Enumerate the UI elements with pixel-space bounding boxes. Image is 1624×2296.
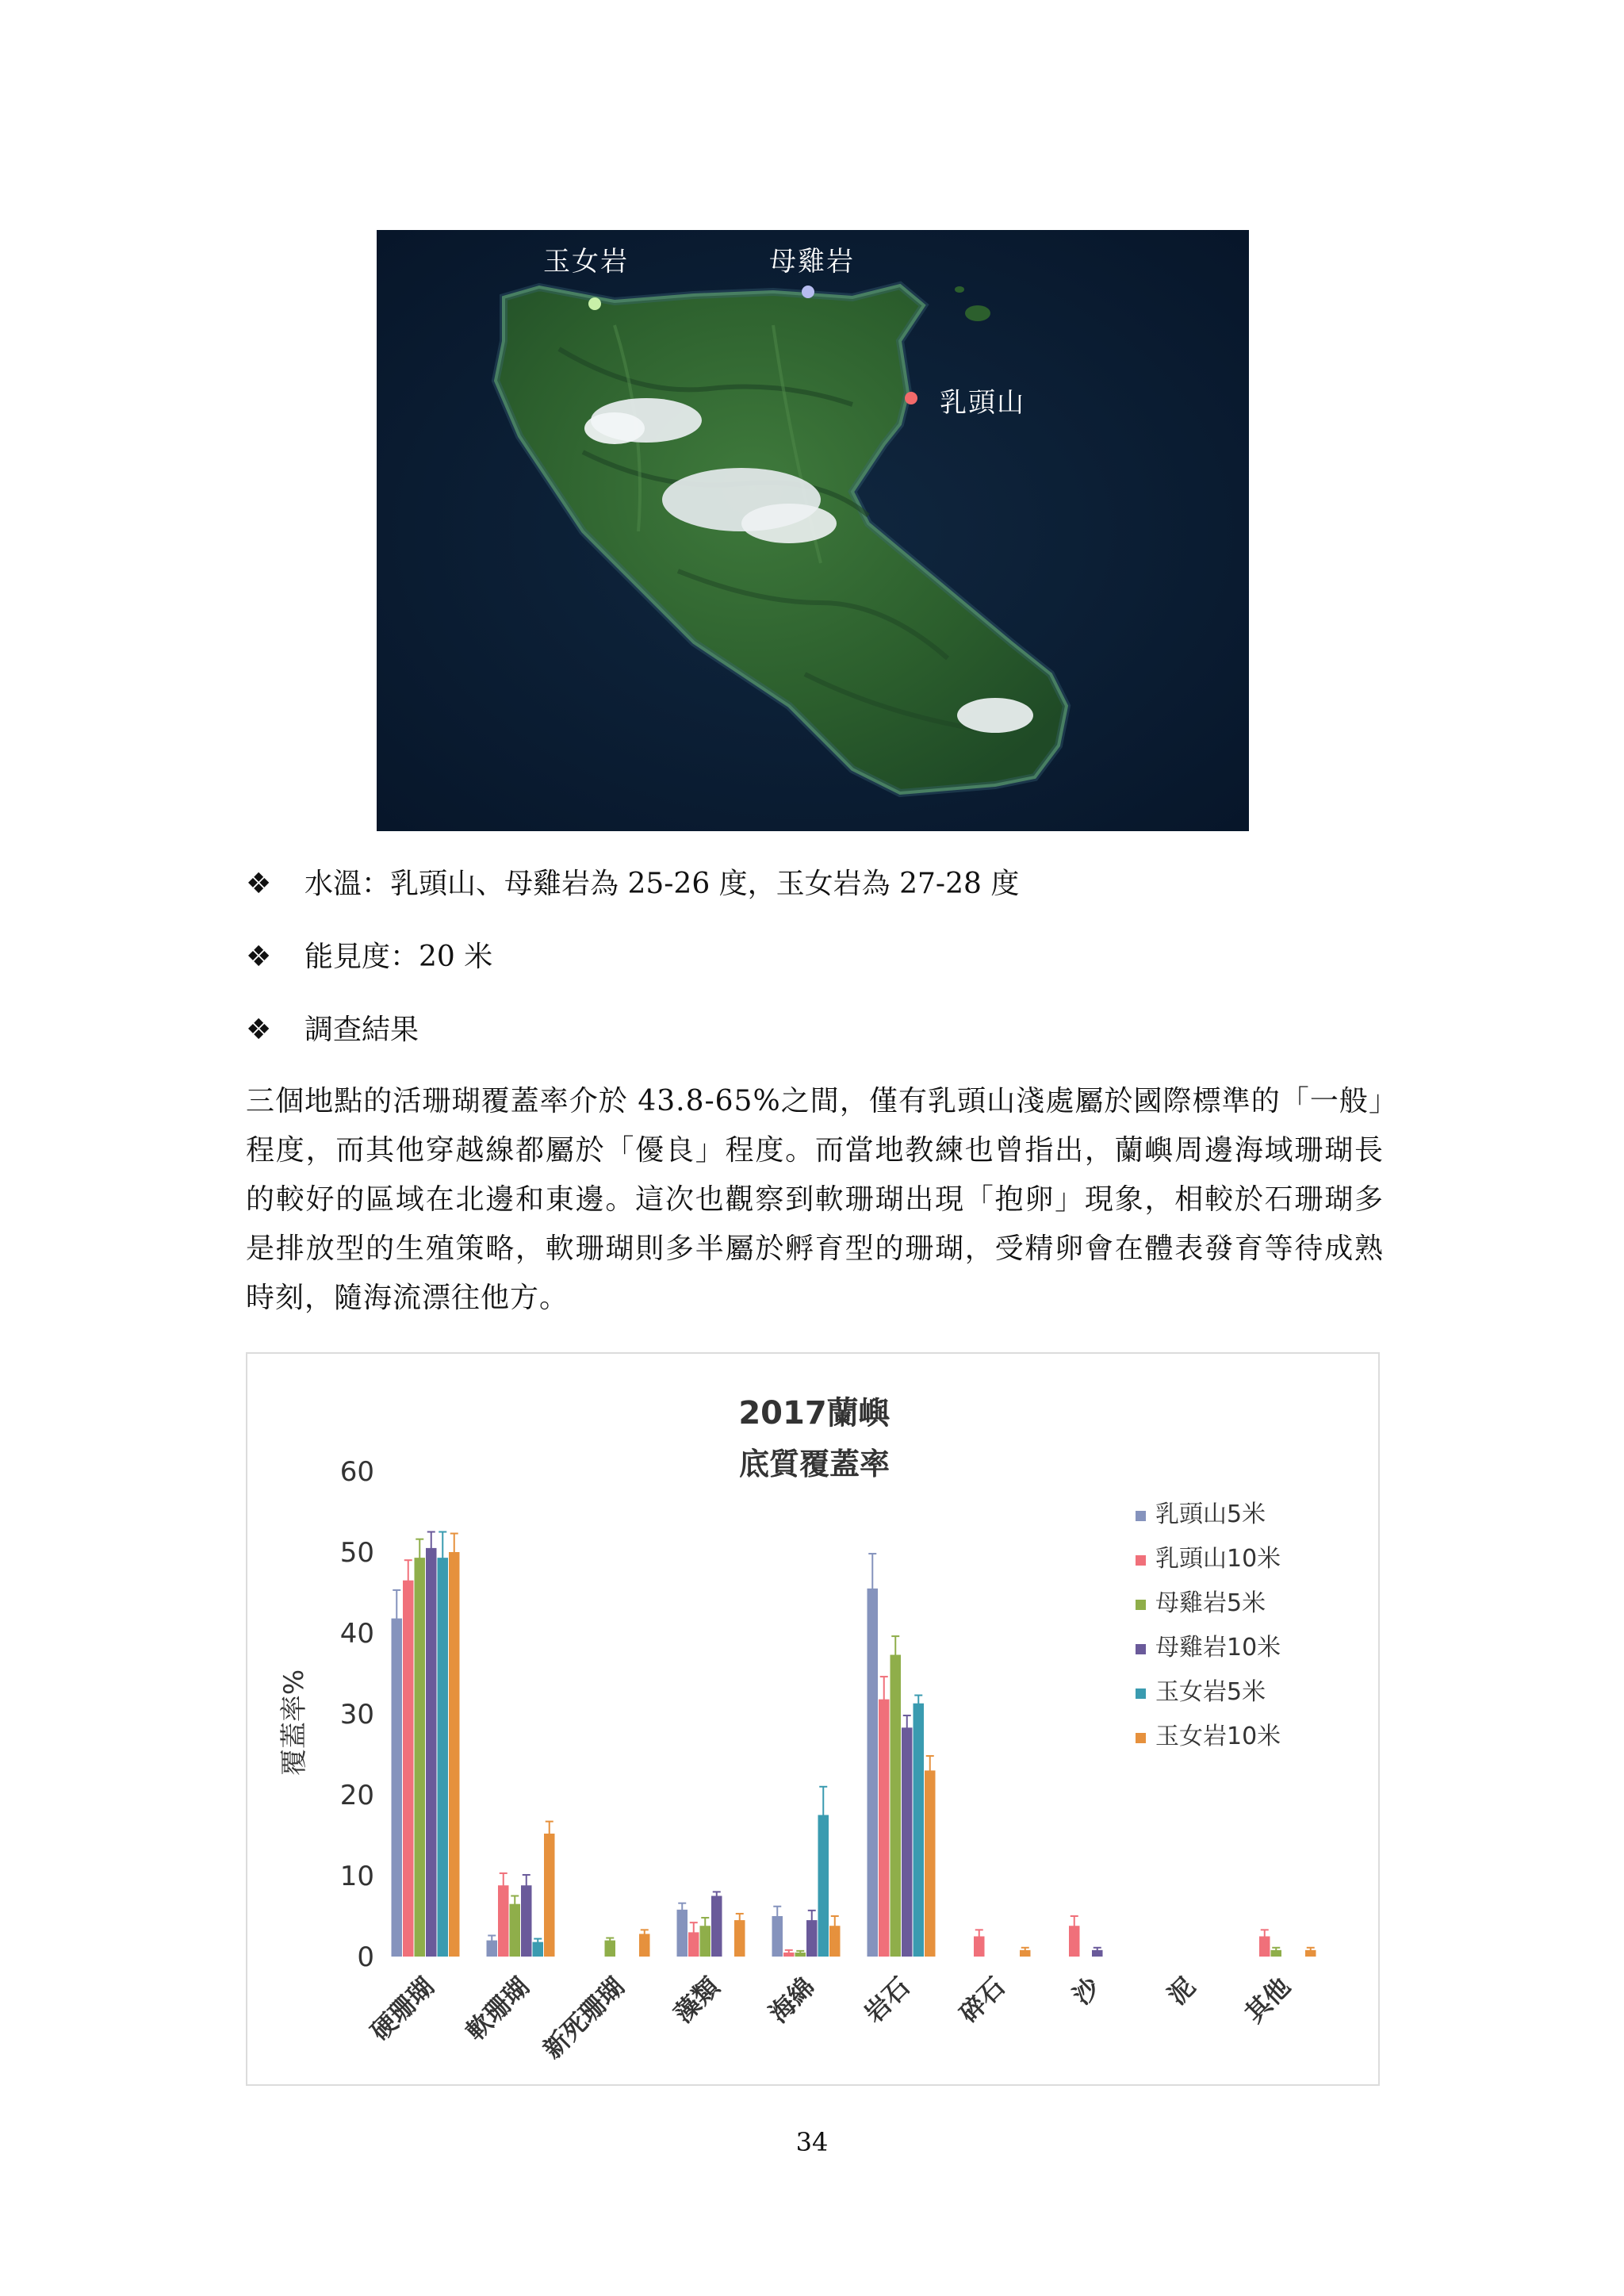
island-image [377,230,1249,831]
bullet-survey-results [246,1013,419,1048]
bar [449,1552,460,1957]
bullet-visibility [246,940,492,975]
page-number: 34 [795,2127,829,2157]
x-tick-label: 海綿 [763,1971,821,2029]
y-tick-label: 20 [339,1780,374,1811]
bar [392,1619,403,1957]
bar [868,1589,879,1957]
bar [925,1770,936,1957]
diamond-bullet-icon: ❖ [246,868,272,900]
x-tick-label: 碎石 [953,1971,1011,2029]
bar [605,1941,616,1957]
x-tick-label: 泥 [1162,1971,1201,2011]
bullet-text: 調查結果 [304,1014,419,1046]
bar [544,1834,555,1957]
bar [426,1548,437,1957]
legend-swatch [1136,1555,1146,1566]
x-tick-label: 新死珊瑚 [537,1971,630,2065]
y-tick-label: 10 [339,1861,374,1892]
bar [914,1704,925,1957]
bar [403,1581,414,1957]
satellite-map [377,230,1249,831]
x-tick-label: 沙 [1067,1971,1106,2011]
y-tick-label: 40 [339,1618,374,1650]
diamond-bullet-icon: ❖ [246,941,272,973]
y-tick-label: 60 [339,1456,374,1488]
chart-svg [247,1354,1381,2087]
x-tick-label: 軟珊瑚 [459,1971,535,2047]
legend-label: 玉女岩10米 [1155,1723,1281,1750]
y-axis-label: 覆蓋率% [278,1669,310,1777]
bullet-text: 能見度：20 米 [304,941,493,973]
rutoushan-dot-icon [905,392,917,404]
legend-label: 乳頭山10米 [1155,1545,1281,1573]
diamond-bullet-icon: ❖ [246,1014,272,1046]
map-label-yunu: 玉女岩 [543,246,629,278]
legend-label: 母雞岩5米 [1155,1589,1266,1617]
x-tick-label: 其他 [1239,1971,1297,2029]
legend-label: 玉女岩5米 [1155,1678,1266,1706]
bar [879,1700,890,1957]
bar [677,1910,688,1957]
mujiyan-dot-icon [802,286,814,298]
legend-swatch [1136,1733,1146,1743]
substrate-cover-chart [246,1352,1380,2086]
bullet-text: 水溫：乳頭山、母雞岩為 25-26 度，玉女岩為 27-28 度 [304,868,1020,900]
chart-title: 2017蘭嶼 [738,1395,891,1432]
bar [891,1655,902,1957]
y-tick-label: 30 [339,1699,374,1731]
legend-swatch [1136,1644,1146,1654]
legend-label: 乳頭山5米 [1155,1501,1266,1528]
bar [521,1885,532,1957]
map-label-mujiyan: 母雞岩 [769,246,855,278]
legend-swatch [1136,1511,1146,1521]
bar [902,1727,913,1957]
bar [438,1558,449,1957]
legend-swatch [1136,1688,1146,1699]
bullet-water-temp [246,867,1019,902]
x-tick-label: 硬珊瑚 [364,1971,440,2047]
y-tick-label: 50 [339,1537,374,1569]
body-paragraph: 三個地點的活珊瑚覆蓋率介於 43.8-65%之間，僅有乳頭山淺處屬於國際標準的「一般」程度，而其他穿越線都屬於「優良」程度。而當地教練也曾指出，蘭嶼周邊海域珊瑚長的較好的區域在北邊和東邊。這次也觀察到軟珊瑚出現「抱卵」現象，相較於石珊瑚多是排放型的生殖策略，軟珊瑚則多半屬於孵育型的珊瑚，受精卵會在體表發育等待成熟時刻，隨海流漂往他方。 [246,1085,1384,1314]
y-tick-label: 0 [357,1941,374,1973]
legend-swatch [1136,1600,1146,1610]
chart-subtitle: 底質覆蓋率 [738,1447,891,1481]
x-tick-label: 藻類 [668,1971,726,2029]
legend-label: 母雞岩10米 [1155,1634,1281,1662]
bar [415,1558,426,1957]
yunu-dot-icon [588,297,601,310]
bar [711,1896,722,1957]
map-label-rutoushan: 乳頭山 [940,387,1025,419]
x-tick-label: 岩石 [858,1971,916,2029]
